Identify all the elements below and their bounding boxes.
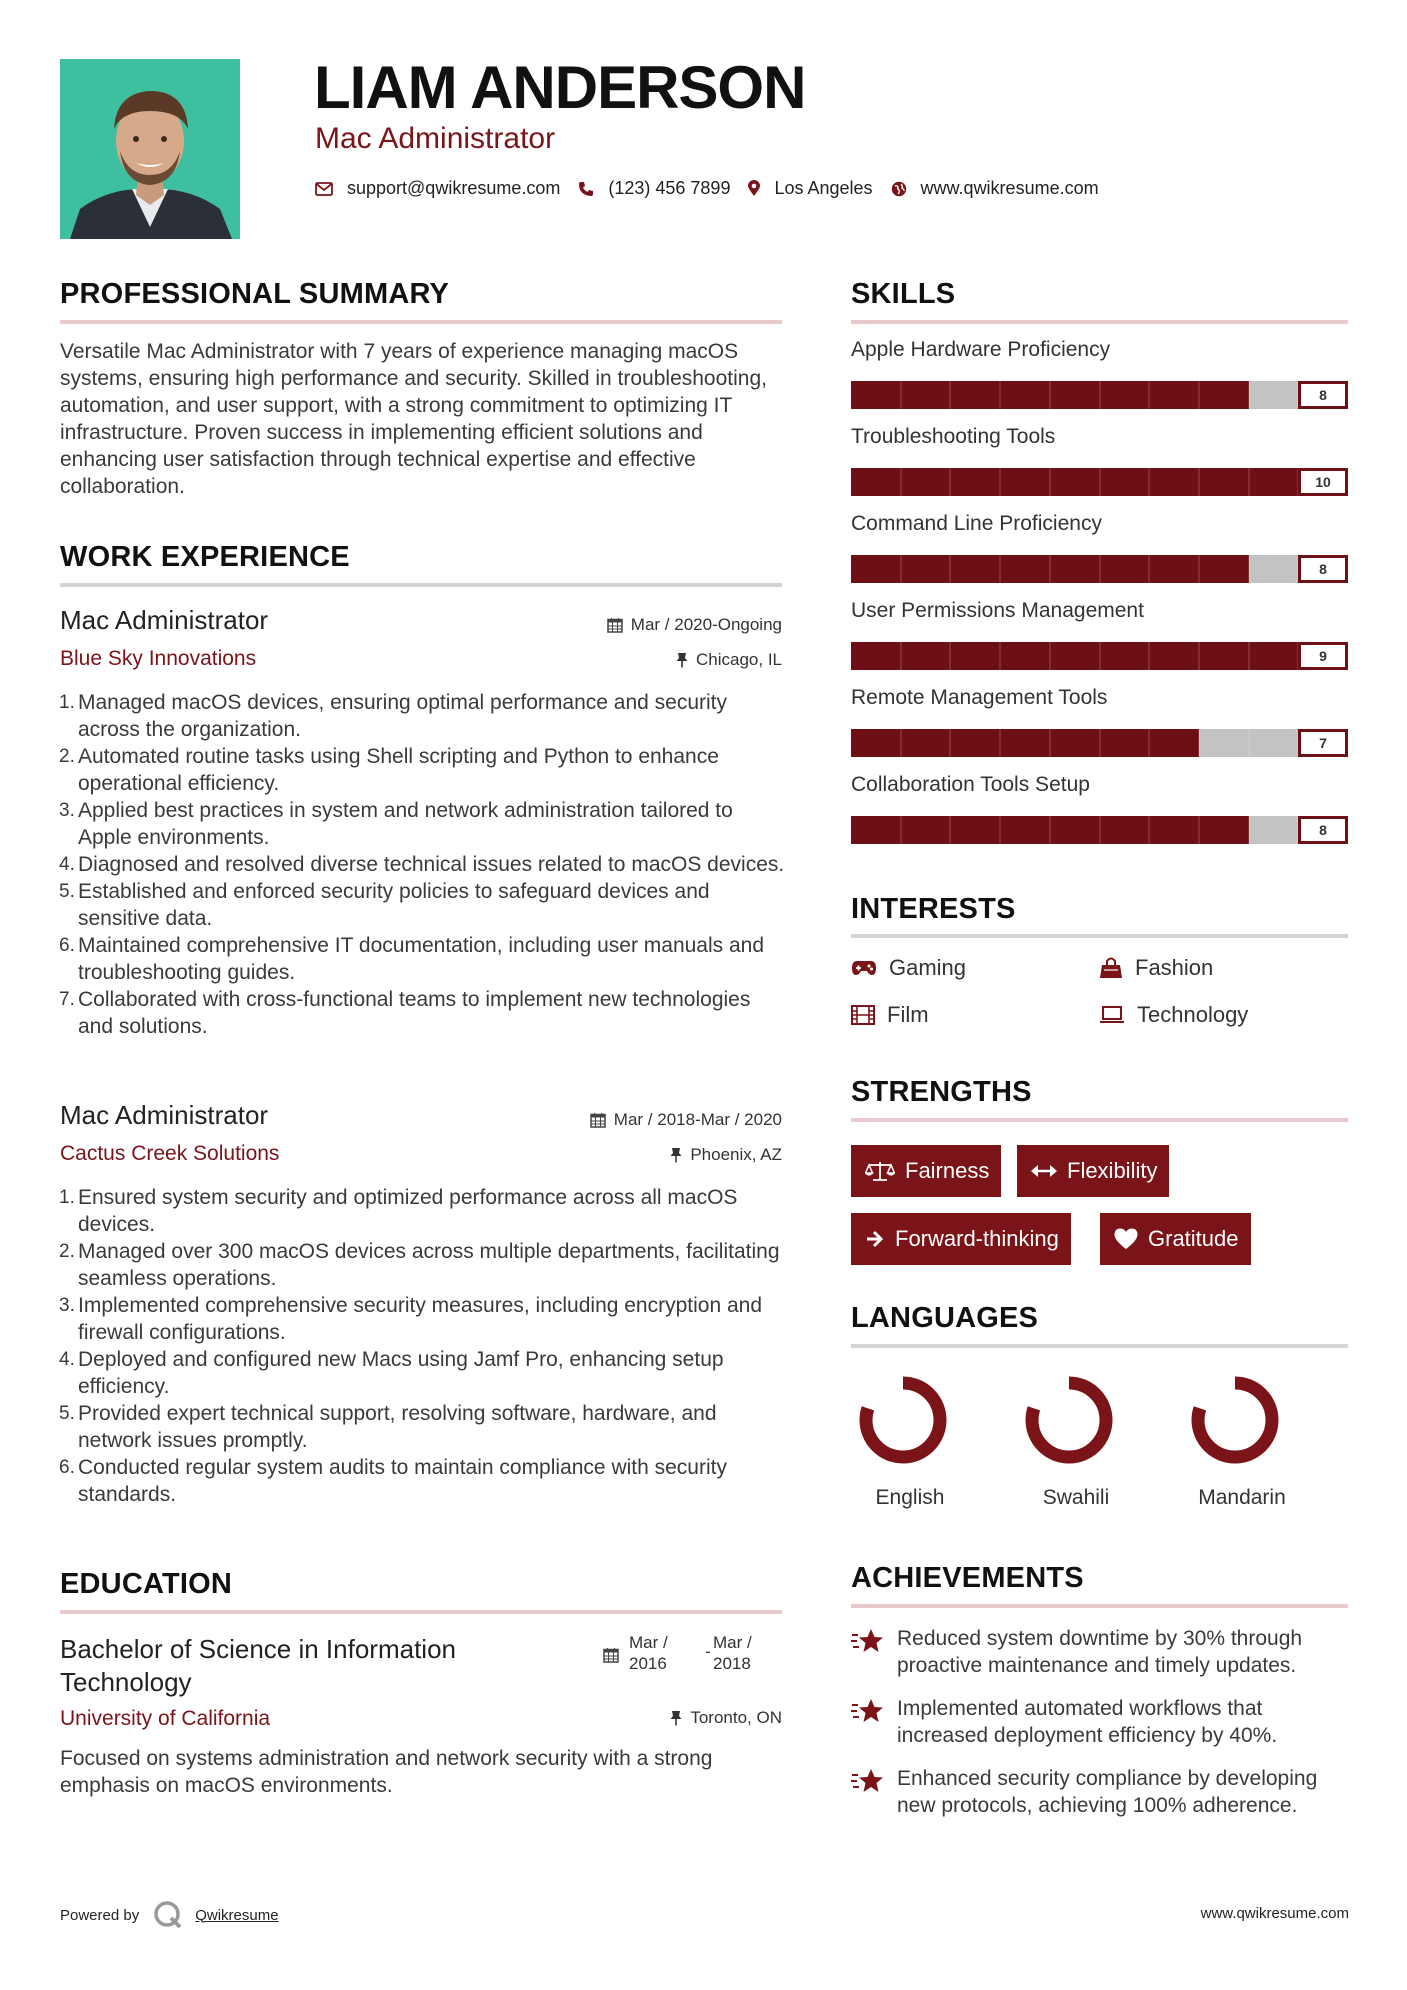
calendar-icon (590, 1112, 606, 1128)
edu-start-date (629, 1632, 668, 1674)
skill-bar-segment (999, 555, 1001, 583)
duty-item: Automated routine tasks using Shell scripting and Python to enhance operational efficiency. (78, 745, 719, 795)
interest-label: Technology (1137, 1002, 1249, 1027)
skill-bar (851, 729, 1348, 757)
candidate-name: LIAM ANDERSON (314, 54, 806, 121)
qwikresume-logo-icon (153, 1900, 183, 1930)
skill-bar-segment (1099, 816, 1101, 844)
summary-heading: PROFESSIONAL SUMMARY (60, 278, 450, 310)
skill-bar-segment (1198, 816, 1200, 844)
skill-bar-segment (1248, 381, 1250, 409)
powered-by-text: Powered by (60, 1906, 140, 1924)
skill-bar-segment (949, 555, 951, 583)
skill-bar-segment (1099, 381, 1101, 409)
film-icon (851, 1005, 875, 1025)
skill-bar-segment (900, 816, 902, 844)
education-description: Focused on systems administration and network security with a strong emphasis on macOS environments. (60, 1747, 713, 1797)
skill-bar-segment (1248, 729, 1250, 757)
laptop-icon (1099, 1006, 1125, 1024)
skill-name: User Permissions Management (851, 599, 1144, 622)
skill-bar-segment (999, 816, 1001, 844)
skill-bar-segment (949, 816, 951, 844)
website-text: www.qwikresume.com (920, 178, 1099, 198)
calendar-icon (607, 617, 623, 633)
skill-bar-segment (1198, 381, 1200, 409)
candidate-title: Mac Administrator (315, 122, 556, 155)
contact-email[interactable] (315, 178, 560, 199)
skill-name: Troubleshooting Tools (851, 425, 1056, 448)
strength-label: Gratitude (1148, 1226, 1239, 1251)
job-location (670, 1145, 782, 1165)
skill-bar-segment (1198, 729, 1200, 757)
duty-item: Maintained comprehensive IT documentation, including user manuals and troubleshooting guides. (78, 934, 765, 984)
skill-bar (851, 555, 1348, 583)
edu-start-year: 2016 (629, 1654, 667, 1673)
job-dates (607, 615, 782, 635)
language-ring (853, 1370, 953, 1470)
job-dates (590, 1110, 782, 1130)
skill-bar-segment (900, 381, 902, 409)
interests-heading: INTERESTS (851, 893, 1016, 925)
duty-item: Applied best practices in system and network administration tailored to Apple environments. (78, 799, 733, 849)
skill-bar-segment (1148, 816, 1150, 844)
skill-bar-segment (1099, 555, 1101, 583)
achievements-heading: ACHIEVEMENTS (851, 1562, 1084, 1594)
interest-label: Fashion (1135, 955, 1214, 980)
skill-bar-segment (1049, 381, 1051, 409)
edu-end-date (713, 1632, 752, 1674)
gamepad-icon (851, 960, 877, 976)
language-label: English (875, 1486, 945, 1509)
skill-name: Command Line Proficiency (851, 512, 1102, 535)
skill-bar-segment (1099, 468, 1101, 496)
job-duties-list (60, 689, 790, 1040)
skill-level-label: 8 (1298, 816, 1348, 844)
duty-item: Collaborated with cross-functional teams to implement new technologies and solutions. (78, 988, 751, 1038)
languages-heading: LANGUAGES (851, 1302, 1039, 1334)
contact-website[interactable] (891, 178, 1099, 199)
strength-badge-flexibility (1017, 1145, 1169, 1197)
achievement-text: Reduced system downtime by 30% through proactive maintenance and timely updates. (897, 1627, 1303, 1677)
star-icon (851, 1767, 885, 1795)
calendar-icon (603, 1647, 619, 1663)
contact-phone[interactable] (578, 178, 730, 199)
strengths-divider (851, 1118, 1348, 1122)
qwikresume-link[interactable]: Qwikresume (195, 1906, 279, 1924)
skill-bar-segment (999, 642, 1001, 670)
job-company: Cactus Creek Solutions (60, 1142, 280, 1165)
school-name: University of California (60, 1707, 271, 1730)
skill-bar (851, 642, 1348, 670)
skill-bar-segment (1148, 642, 1150, 670)
skill-bar-segment (1049, 729, 1051, 757)
skills-heading: SKILLS (851, 278, 956, 310)
skill-bar-segment (900, 555, 902, 583)
achievement-item (851, 1625, 1351, 1679)
phone-text: (123) 456 7899 (608, 178, 731, 198)
skill-bar-segment (949, 468, 951, 496)
skill-bar-segment (1248, 468, 1250, 496)
degree-line: Bachelor of Science in Information (60, 1634, 456, 1664)
globe-icon (891, 181, 907, 197)
shopping-bag-icon (1099, 957, 1123, 979)
interests-divider (851, 934, 1348, 938)
duty-item: Ensured system security and optimized performance across all macOS devices. (78, 1186, 738, 1236)
strength-label: Fairness (905, 1158, 990, 1183)
edu-location-text: Toronto, ON (690, 1708, 782, 1727)
languages-divider (851, 1344, 1348, 1348)
skill-bar-segment (1148, 381, 1150, 409)
strength-badge-fairness (851, 1145, 1001, 1197)
duty-item: Established and enforced security policies to safeguard devices and sensitive data. (78, 880, 710, 930)
job-title: Mac Administrator (60, 1100, 269, 1130)
job-title: Mac Administrator (60, 605, 269, 635)
language-label: Swahili (1042, 1486, 1110, 1509)
job-location (676, 650, 782, 670)
contact-bar (315, 178, 1117, 199)
language-ring (1185, 1370, 1285, 1470)
skill-level-label: 7 (1298, 729, 1348, 757)
job-company: Blue Sky Innovations (60, 647, 257, 670)
achievement-text: Enhanced security compliance by developing new protocols, achieving 100% adherence. (897, 1767, 1318, 1817)
skill-bar-segment (1049, 642, 1051, 670)
skill-bar-segment (1198, 468, 1200, 496)
edu-start-month: Mar / (629, 1633, 668, 1652)
skill-bar (851, 381, 1348, 409)
skill-bar-segment (1248, 816, 1250, 844)
skill-bar-segment (1248, 555, 1250, 583)
education-heading: EDUCATION (60, 1568, 233, 1600)
contact-location (748, 178, 872, 199)
location-text: Los Angeles (774, 178, 873, 198)
skill-bar-segment (949, 381, 951, 409)
skill-level-label: 8 (1298, 555, 1348, 583)
duty-item: Managed over 300 macOS devices across multiple departments, facilitating seamless operations. (78, 1240, 780, 1290)
skill-level-label: 10 (1298, 468, 1348, 496)
skill-name: Apple Hardware Proficiency (851, 338, 1111, 361)
skill-bar-segment (1248, 642, 1250, 670)
achievement-item (851, 1765, 1351, 1819)
strength-label: Forward-thinking (895, 1226, 1059, 1251)
experience-divider (60, 583, 782, 587)
strength-badge-forward-thinking (851, 1213, 1071, 1265)
pushpin-icon (670, 1147, 682, 1163)
language-ring (1019, 1370, 1119, 1470)
skill-bar-segment (949, 729, 951, 757)
skill-bar-segment (900, 468, 902, 496)
duty-item: Conducted regular system audits to maintain compliance with security standards. (78, 1456, 727, 1506)
skill-bar-segment (1099, 729, 1101, 757)
heart-icon (1114, 1228, 1138, 1250)
interest-label: Film (887, 1002, 929, 1027)
achievement-item (851, 1695, 1351, 1749)
edu-location (670, 1708, 782, 1728)
balance-scale-icon (865, 1160, 895, 1182)
skill-bar-segment (1148, 729, 1150, 757)
job-location-text: Chicago, IL (696, 650, 782, 669)
skill-level-label: 8 (1298, 381, 1348, 409)
footer-url[interactable]: www.qwikresume.com (1200, 1905, 1349, 1922)
interest-item-film (851, 1002, 929, 1028)
job-dates-text: Mar / 2018-Mar / 2020 (613, 1110, 782, 1129)
skill-bar-segment (1049, 816, 1051, 844)
degree-title (60, 1633, 456, 1699)
duty-item: Deployed and configured new Macs using Jamf Pro, enhancing setup efficiency. (78, 1348, 724, 1398)
strength-badge-gratitude (1100, 1213, 1251, 1265)
skill-bar-segment (900, 729, 902, 757)
skill-name: Remote Management Tools (851, 686, 1108, 709)
skill-level-label: 9 (1298, 642, 1348, 670)
duty-item: Managed macOS devices, ensuring optimal performance and security across the organization. (78, 691, 727, 741)
edu-end-month: Mar / (713, 1633, 752, 1652)
job-location-text: Phoenix, AZ (690, 1145, 782, 1164)
star-icon (851, 1627, 885, 1655)
email-text: support@qwikresume.com (347, 178, 561, 198)
skill-bar (851, 468, 1348, 496)
footer-powered-by (60, 1900, 279, 1930)
map-marker-icon (748, 180, 760, 197)
skill-bar (851, 816, 1348, 844)
language-label: Mandarin (1198, 1486, 1286, 1509)
skills-divider (851, 320, 1348, 324)
summary-divider (60, 320, 782, 324)
skill-bar-segment (1148, 555, 1150, 583)
skill-bar-segment (1198, 555, 1200, 583)
interest-label: Gaming (889, 955, 967, 980)
skill-bar-segment (1148, 468, 1150, 496)
experience-heading: WORK EXPERIENCE (60, 541, 350, 573)
skill-name: Collaboration Tools Setup (851, 773, 1090, 796)
arrows-horizontal-icon (1031, 1164, 1057, 1178)
skill-bar-fill (851, 729, 1199, 757)
degree-line: Technology (60, 1667, 192, 1697)
interest-item-fashion (1099, 955, 1213, 981)
edu-date-dash: - (705, 1642, 711, 1661)
summary-text: Versatile Mac Administrator with 7 years of experience managing macOS systems, ensuring high performance and security. Skilled in troubleshooting, automation, and user support, with a strong commitment to optimizing IT infrastructure. Proven success in implementing efficient solutions and enhancing user satisfaction through technical expertise and effective collaboration. (60, 340, 767, 498)
pushpin-icon (670, 1710, 682, 1726)
duty-item: Diagnosed and resolved diverse technical issues related to macOS devices. (78, 853, 785, 876)
skill-bar-segment (1099, 642, 1101, 670)
skill-bar-segment (1198, 642, 1200, 670)
pushpin-icon (676, 652, 688, 668)
skill-bar-segment (900, 642, 902, 670)
job-duties-list (60, 1184, 790, 1508)
job-dates-text: Mar / 2020-Ongoing (630, 615, 782, 634)
phone-icon (578, 181, 594, 197)
skill-bar-segment (1049, 468, 1051, 496)
duty-item: Implemented comprehensive security measures, including encryption and firewall configurations. (78, 1294, 763, 1344)
skill-bar-segment (949, 642, 951, 670)
education-divider (60, 1610, 782, 1614)
arrow-right-icon (865, 1229, 885, 1249)
edu-end-year: 2018 (713, 1654, 751, 1673)
profile-photo (60, 59, 240, 239)
duty-item: Provided expert technical support, resolving software, hardware, and network issues promptly. (78, 1402, 717, 1452)
strengths-heading: STRENGTHS (851, 1076, 1032, 1108)
strength-label: Flexibility (1067, 1158, 1158, 1183)
skill-bar-segment (999, 468, 1001, 496)
interest-item-gaming (851, 955, 966, 981)
envelope-icon (315, 182, 333, 196)
achievement-text: Implemented automated workflows that increased deployment efficiency by 40%. (897, 1697, 1278, 1747)
skill-bar-fill (851, 642, 1298, 670)
skill-bar-segment (1049, 555, 1051, 583)
skill-bar-segment (999, 381, 1001, 409)
skill-bar-segment (999, 729, 1001, 757)
interest-item-technology (1099, 1002, 1248, 1028)
achievements-divider (851, 1604, 1348, 1608)
star-icon (851, 1697, 885, 1725)
